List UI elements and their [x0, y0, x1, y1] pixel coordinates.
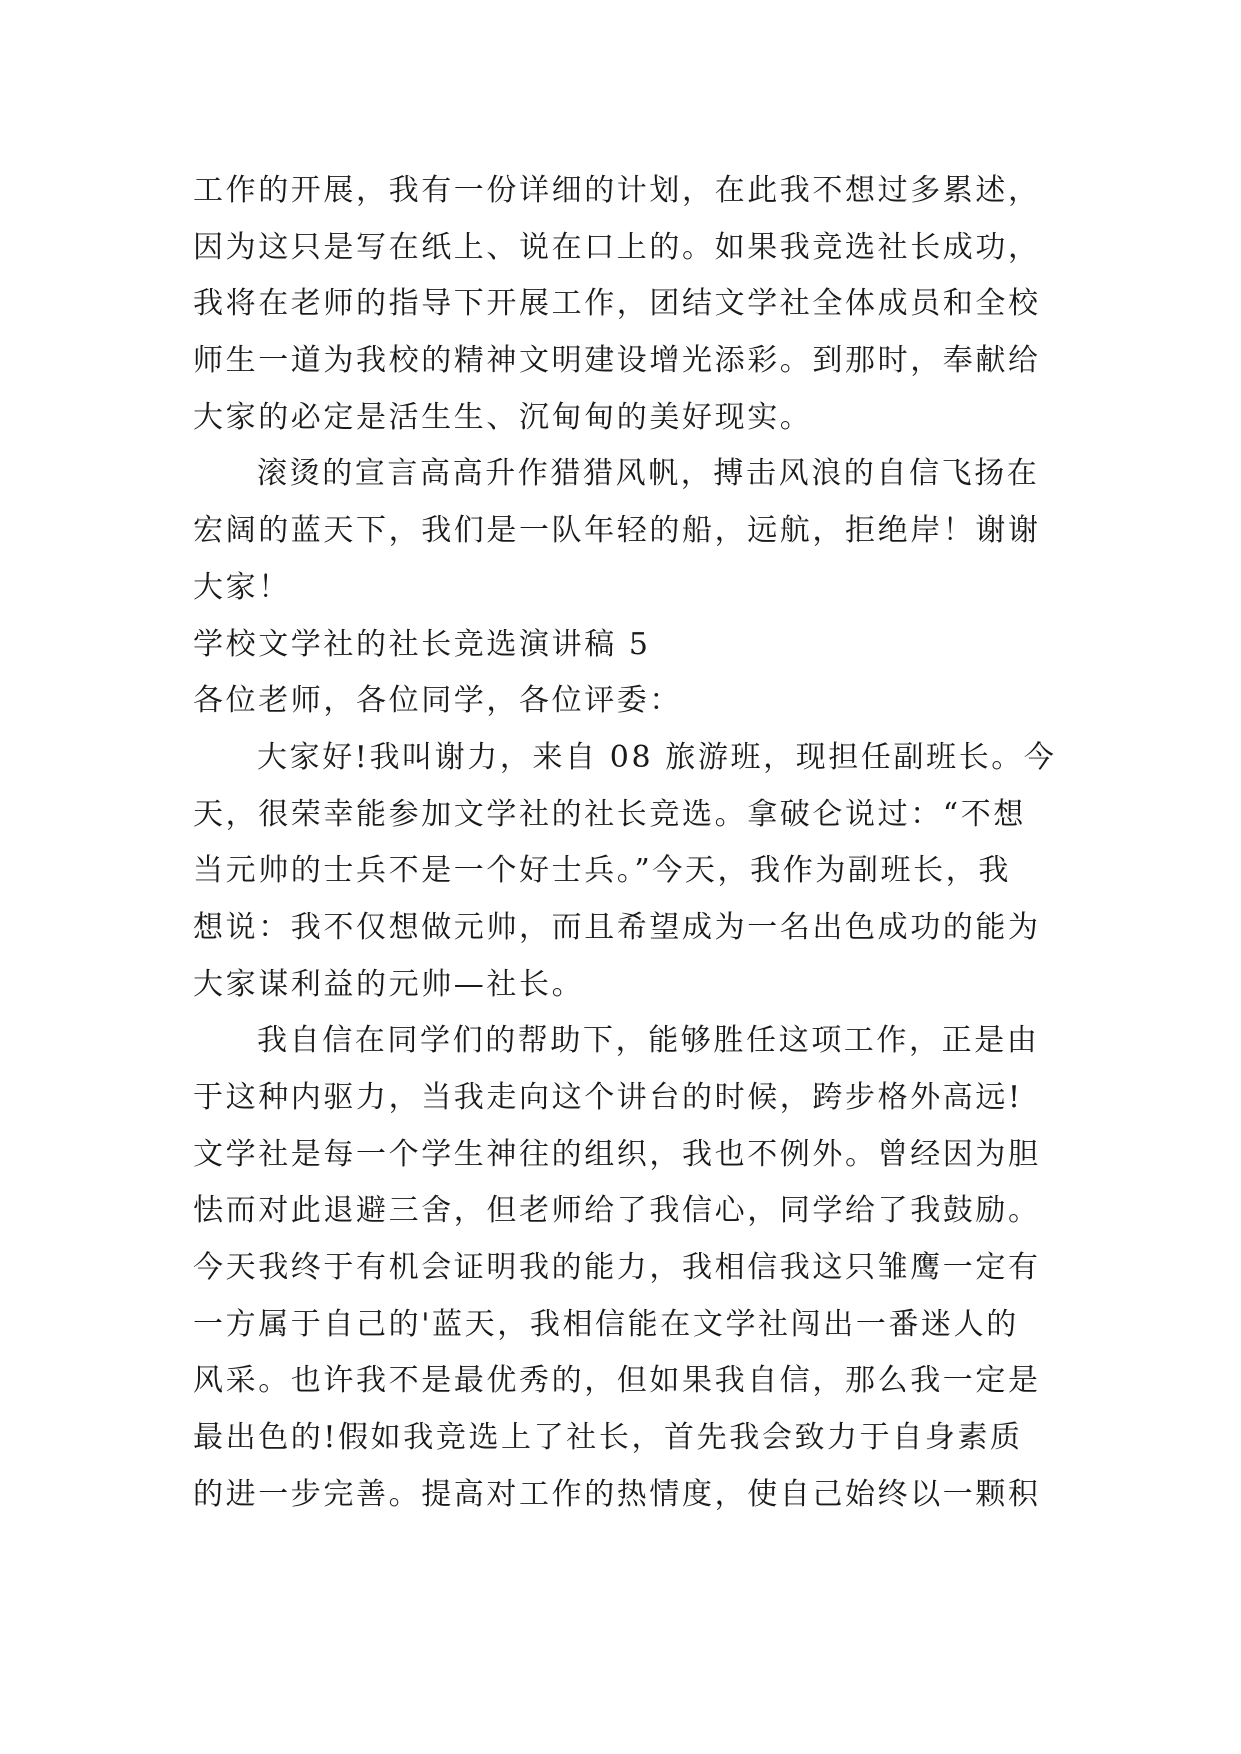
text-line: 宏阔的蓝天下，我们是一队年轻的船，远航，拒绝岸！谢谢	[193, 513, 1041, 549]
text-line: 天，很荣幸能参加文学社的社长竞选。拿破仑说过：“不想	[193, 796, 1026, 832]
text-line: 最出色的!假如我竞选上了社长，首先我会致力于自身素质	[193, 1420, 1023, 1456]
text-line: 我将在老师的指导下开展工作，团结文学社全体成员和全校	[193, 286, 1041, 322]
paragraph-first-line: 我自信在同学们的帮助下，能够胜任这项工作，正是由	[257, 1023, 1040, 1059]
text-line: 因为这只是写在纸上、说在口上的。如果我竞选社长成功，	[193, 229, 1041, 265]
text-line: 师生一道为我校的精神文明建设增光添彩。到那时，奉献给	[193, 343, 1041, 379]
text-line: 于这种内驱力，当我走向这个讲台的时候，跨步格外高远!	[193, 1080, 1023, 1115]
text-line: 文学社是每一个学生神往的组织，我也不例外。曾经因为胆	[193, 1136, 1041, 1172]
text-line: 工作的开展，我有一份详细的计划，在此我不想过多累述，	[193, 173, 1041, 208]
text-line: 大家的必定是活生生、沉甸甸的美好现实。	[193, 399, 813, 435]
salutation: 各位老师，各位同学，各位评委：	[193, 683, 682, 719]
text-line: 今天我终于有机会证明我的能力，我相信我这只雏鹰一定有	[193, 1250, 1041, 1286]
text-line: 怯而对此退避三舍，但老师给了我信心，同学给了我鼓励。	[193, 1193, 1041, 1229]
section-heading: 学校文学社的社长竞选演讲稿 5	[193, 626, 651, 662]
text-line: 的进一步完善。提高对工作的热情度，使自己始终以一颗积	[193, 1476, 1041, 1512]
paragraph-first-line: 大家好!我叫谢力，来自 08 旅游班，现担任副班长。今	[257, 739, 1057, 775]
document-page	[193, 163, 1063, 1524]
text-line: 风采。也许我不是最优秀的，但如果我自信，那么我一定是	[193, 1363, 1041, 1399]
text-line: 当元帅的士兵不是一个好士兵。”今天，我作为副班长，我	[193, 853, 1011, 889]
text-line: 想说：我不仅想做元帅，而且希望成为一名出色成功的能为	[193, 909, 1041, 945]
text-line: 大家谋利益的元帅—社长。	[193, 966, 585, 1002]
text-line: 大家！	[193, 569, 291, 605]
text-line: 一方属于自己的'蓝天，我相信能在文学社闯出一番迷人的	[193, 1306, 1019, 1342]
paragraph-first-line: 滚烫的宣言高高升作猎猎风帆，搏击风浪的自信飞扬在	[257, 456, 1040, 492]
